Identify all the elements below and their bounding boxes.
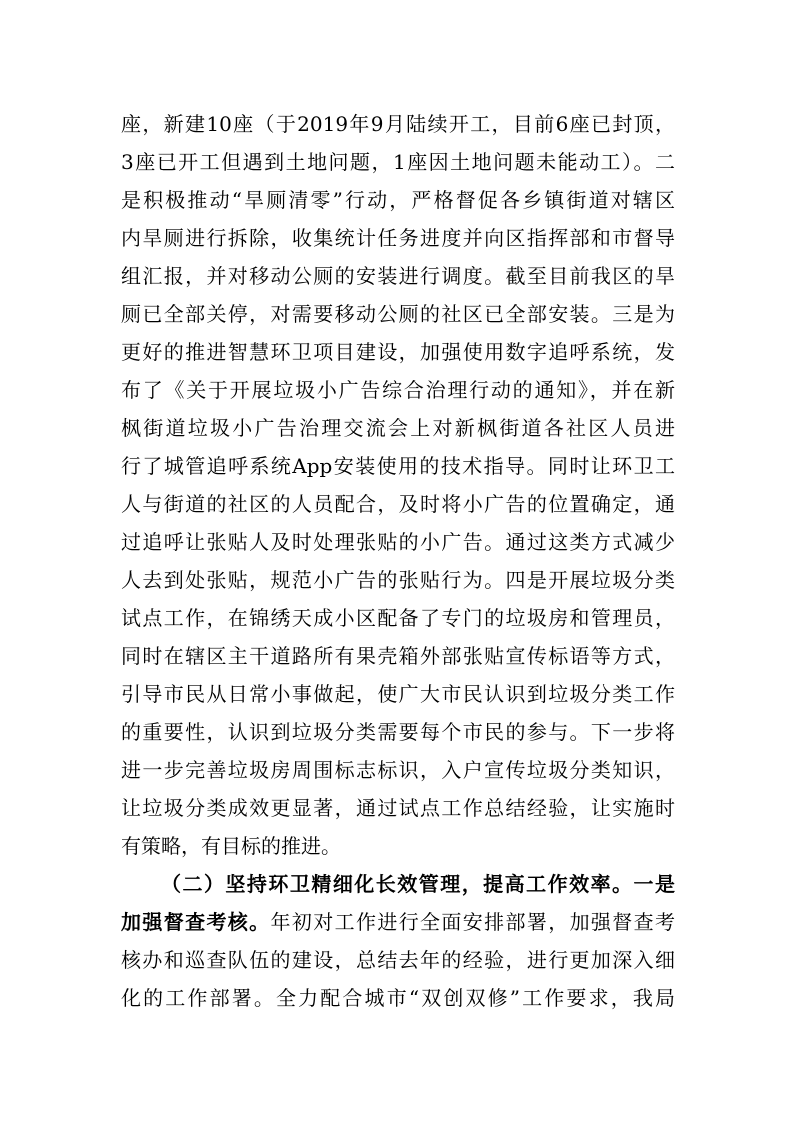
paragraph-line: 座，新建10座（于2019年9月陆续开工，目前6座已封顶， (121, 112, 675, 136)
paragraph-line: 引导市民从日常小事做起，使广大市民认识到垃圾分类工作 (121, 682, 675, 706)
paragraph-line: 厕已全部关停，对需要移动公厕的社区已全部安装。三是为 (121, 302, 675, 326)
section-lead-rest: 年初对工作进行全面安排部署，加强督查考 (270, 910, 676, 934)
paragraph-line: 让垃圾分类成效更显著，通过试点工作总结经验，让实施时 (121, 796, 675, 820)
section-heading: （二）坚持环卫精细化长效管理，提高工作效率。一是 (161, 872, 675, 896)
paragraph-line: 试点工作，在锦绣天成小区配备了专门的垃圾房和管理员， (121, 606, 675, 630)
paragraph-line: 枫街道垃圾小广告治理交流会上对新枫街道各社区人员进 (121, 416, 675, 440)
paragraph-line: 进一步完善垃圾房周围标志标识，入户宣传垃圾分类知识， (121, 758, 675, 782)
paragraph-line: 化的工作部署。全力配合城市“双创双修”工作要求，我局 (121, 986, 675, 1010)
paragraph-line: 3座已开工但遇到土地问题，1座因土地问题未能动工）。二 (121, 150, 675, 174)
paragraph-line: 同时在辖区主干道路所有果壳箱外部张贴宣传标语等方式， (121, 644, 675, 668)
paragraph-line: 内旱厕进行拆除，收集统计任务进度并向区指挥部和市督导 (121, 226, 675, 250)
body-text (121, 105, 675, 1017)
paragraph-line: 布了《关于开展垃圾小广告综合治理行动的通知》，并在新 (121, 378, 675, 402)
paragraph-line: 核办和巡查队伍的建设，总结去年的经验，进行更加深入细 (121, 948, 675, 972)
paragraph-line: 过追呼让张贴人及时处理张贴的小广告。通过这类方式减少 (121, 530, 675, 554)
paragraph-line: 更好的推进智慧环卫项目建设，加强使用数字追呼系统，发 (121, 340, 675, 364)
paragraph-line: 组汇报，并对移动公厕的安装进行调度。截至目前我区的旱 (121, 264, 675, 288)
paragraph-line: 的重要性，认识到垃圾分类需要每个市民的参与。下一步将 (121, 720, 675, 744)
paragraph-line: 有策略，有目标的推进。 (121, 834, 341, 858)
paragraph-line: 是积极推动“旱厕清零”行动，严格督促各乡镇街道对辖区 (121, 188, 675, 212)
paragraph-line: 人去到处张贴，规范小广告的张贴行为。四是开展垃圾分类 (121, 568, 675, 592)
paragraph-line: 人与街道的社区的人员配合，及时将小广告的位置确定，通 (121, 492, 675, 516)
paragraph-line: 行了城管追呼系统App安装使用的技术指导。同时让环卫工 (121, 454, 675, 478)
section-lead-bold: 加强督查考核。 (121, 910, 271, 934)
section-lead-line (121, 903, 675, 941)
